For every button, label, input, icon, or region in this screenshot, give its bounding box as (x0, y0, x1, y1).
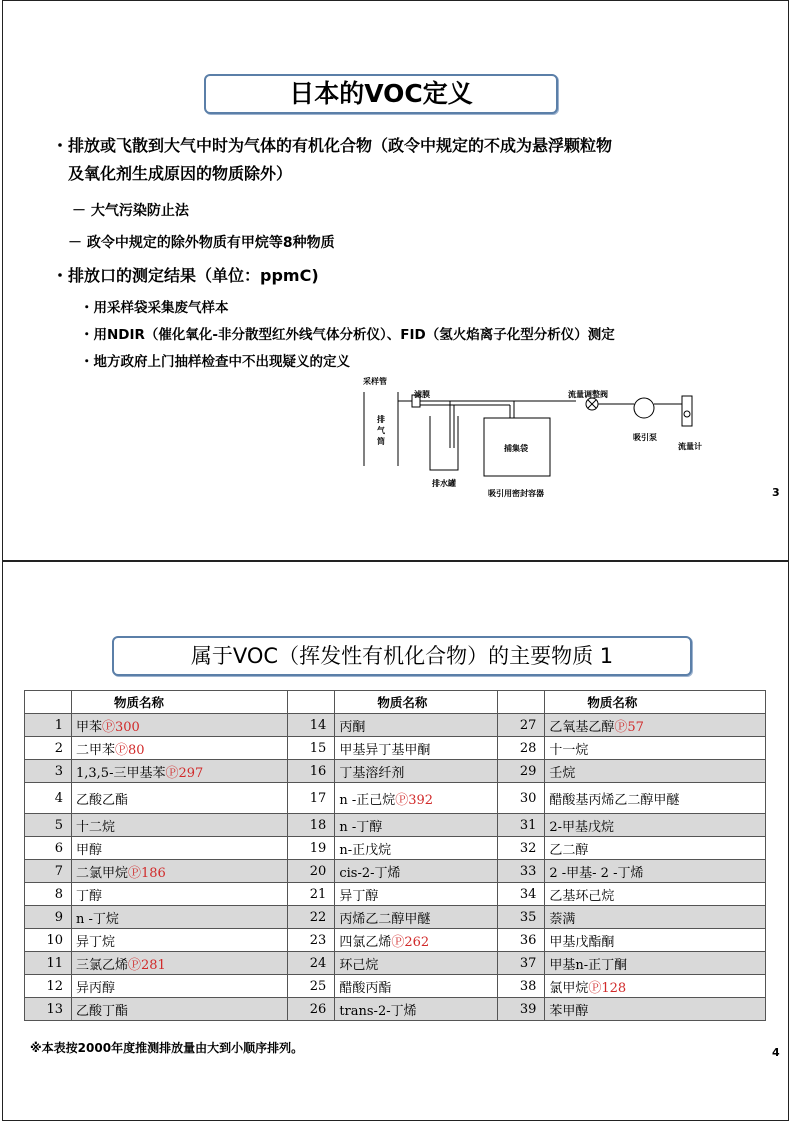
substance-name: 十一烷 (549, 742, 589, 758)
substance-name-cell (335, 883, 498, 906)
substance-number: 31 (498, 814, 545, 837)
substance-number: 35 (498, 906, 545, 929)
substance-number: 20 (288, 860, 335, 883)
substance-number: 3 (25, 760, 72, 783)
substance-name: 乙基环己烷 (549, 888, 615, 904)
prtr-number: Ⓟ297 (165, 765, 204, 781)
table-row (25, 737, 766, 760)
substance-name: 丙烯乙二醇甲醚 (339, 911, 431, 927)
bullet-voc-definition: ・排放或飞散到大气中时为气体的有机化合物（政令中规定的不成为悬浮颗粒物 (52, 136, 613, 155)
table-row (25, 952, 766, 975)
substance-name: 乙氧基乙醇 (549, 719, 615, 735)
substance-number: 18 (288, 814, 335, 837)
substance-number: 2 (25, 737, 72, 760)
label-sealed-container: 吸引用密封容器 (488, 489, 544, 498)
substance-number: 25 (288, 975, 335, 998)
sub-ndir-fid: ・用NDIR（催化氧化-非分散型红外线气体分析仪）、FID（氢火焰离子化型分析仪）测定 (80, 327, 615, 343)
bullet-measurement-result: ・排放口的测定结果（单位：ppmC) (52, 266, 319, 285)
substance-name: 甲苯 (76, 719, 103, 735)
substance-number: 37 (498, 952, 545, 975)
substance-number: 4 (25, 783, 72, 814)
substance-name: 苯甲醇 (549, 1003, 589, 1019)
page-number: 3 (772, 486, 780, 499)
table-row (25, 998, 766, 1021)
substance-number: 21 (288, 883, 335, 906)
substance-name: 甲基n-正丁酮 (549, 957, 628, 973)
table-row (25, 837, 766, 860)
table-row (25, 783, 766, 814)
substance-name: 1,3,5-三甲基苯 (76, 765, 166, 781)
substance-number: 34 (498, 883, 545, 906)
substance-name-cell (335, 814, 498, 837)
substance-name-cell (545, 906, 766, 929)
table-footnote: ※本表按2000年度推测排放量由大到小顺序排列。 (30, 1041, 304, 1055)
substance-name: cis-2-丁烯 (339, 865, 401, 881)
substance-name-cell (545, 929, 766, 952)
substance-number: 29 (498, 760, 545, 783)
label-exhaust-pipe: 排气筒 (377, 415, 385, 446)
table-header-row (25, 691, 766, 714)
substance-number: 12 (25, 975, 72, 998)
substance-number: 6 (25, 837, 72, 860)
substance-name-cell (335, 906, 498, 929)
prtr-number: Ⓟ186 (128, 865, 166, 881)
substance-name-cell (72, 814, 288, 837)
substance-number: 9 (25, 906, 72, 929)
substance-number: 1 (25, 714, 72, 737)
prtr-number: Ⓟ128 (588, 980, 627, 996)
substance-name-cell (335, 714, 498, 737)
substance-number: 14 (288, 714, 335, 737)
table-row (25, 714, 766, 737)
table-row (25, 883, 766, 906)
substance-name-cell (545, 714, 766, 737)
substance-name-cell (72, 883, 288, 906)
sampling-apparatus-diagram (350, 378, 730, 500)
prtr-number: Ⓟ57 (614, 719, 644, 735)
substance-name-cell (335, 975, 498, 998)
substance-name: 2-甲基戊烷 (549, 819, 615, 835)
substance-name-cell (545, 837, 766, 860)
substance-number: 36 (498, 929, 545, 952)
substance-name-cell (72, 860, 288, 883)
substance-name-cell (72, 714, 288, 737)
substance-name: 四氯乙烯 (339, 934, 392, 950)
substance-name: 环己烷 (339, 957, 379, 973)
sub-air-pollution-law: － 大气污染防止法 (72, 203, 189, 219)
bullet-voc-definition-cont: 及氧化剂生成原因的物质除外） (68, 164, 293, 183)
substance-number: 27 (498, 714, 545, 737)
substance-name-cell (72, 975, 288, 998)
label-flowmeter: 流量计 (678, 442, 702, 451)
substance-name: 异丁醇 (339, 888, 379, 904)
prtr-number: Ⓟ281 (128, 957, 166, 973)
substance-name-cell (545, 737, 766, 760)
substance-number: 10 (25, 929, 72, 952)
substance-number: 19 (288, 837, 335, 860)
substance-name-cell (545, 783, 766, 814)
substance-name-cell (335, 737, 498, 760)
substance-number: 33 (498, 860, 545, 883)
substance-number: 17 (288, 783, 335, 814)
substance-name-cell (545, 760, 766, 783)
substance-name: n -正己烷 (339, 792, 396, 808)
substance-name-cell (545, 975, 766, 998)
substance-name-cell (72, 760, 288, 783)
substance-name: 2 -甲基- 2 -丁烯 (549, 865, 644, 881)
slide-title: 日本的VOC定义 (204, 74, 558, 114)
substance-name: trans-2-丁烯 (339, 1003, 417, 1019)
sub-excluded-substances: － 政令中规定的除外物质有甲烷等8种物质 (68, 235, 335, 251)
substance-name: 甲基异丁基甲酮 (339, 742, 431, 758)
substance-name: 甲基戊酯酮 (549, 934, 615, 950)
substance-number: 16 (288, 760, 335, 783)
substance-name-cell (72, 952, 288, 975)
substance-number: 23 (288, 929, 335, 952)
table-row (25, 760, 766, 783)
substance-name: 醋酸基丙烯乙二醇甲醚 (549, 792, 680, 808)
substance-name-cell (545, 814, 766, 837)
label-suction-pump: 吸引泵 (633, 433, 657, 442)
sub-sampling-bag: ・用采样袋采集废气样本 (80, 300, 229, 316)
substance-number: 7 (25, 860, 72, 883)
substance-number: 5 (25, 814, 72, 837)
substance-name-cell (335, 929, 498, 952)
substance-name-cell (72, 998, 288, 1021)
slide-title: 属于VOC（挥发性有机化合物）的主要物质 1 (112, 636, 692, 676)
substance-name-cell (545, 860, 766, 883)
substance-name: n-正戊烷 (339, 842, 392, 858)
substance-name-cell (72, 837, 288, 860)
substance-name: n -丁烷 (76, 911, 119, 927)
substance-number: 8 (25, 883, 72, 906)
substance-name-cell (335, 760, 498, 783)
page-number: 4 (772, 1046, 780, 1059)
table-row (25, 975, 766, 998)
prtr-number: Ⓟ392 (395, 792, 434, 808)
substance-name-cell (72, 906, 288, 929)
substance-name: 丙酮 (339, 719, 366, 735)
substance-number: 28 (498, 737, 545, 760)
prtr-number: Ⓟ300 (102, 719, 140, 735)
substance-name: 氯甲烷 (549, 980, 589, 996)
substance-name: 乙酸丁酯 (76, 1003, 129, 1019)
sub-inspection-definition: ・地方政府上门抽样检查中不出现疑义的定义 (80, 354, 350, 370)
substance-name-cell (72, 737, 288, 760)
table-row (25, 860, 766, 883)
voc-substance-table (24, 690, 766, 1021)
substance-number: 26 (288, 998, 335, 1021)
substance-number: 39 (498, 998, 545, 1021)
substance-number: 22 (288, 906, 335, 929)
substance-number: 15 (288, 737, 335, 760)
substance-name-cell (72, 929, 288, 952)
substance-name: 三氯乙烯 (76, 957, 129, 973)
label-sampling-pipe: 采样管 (363, 377, 387, 386)
substance-name: 萘满 (549, 911, 576, 927)
substance-name: n -丁醇 (339, 819, 383, 835)
label-drain-bottle: 排水罐 (432, 479, 456, 488)
substance-name-cell (72, 783, 288, 814)
column-header-substance-name: 物质名称 (335, 691, 498, 714)
table-row (25, 814, 766, 837)
substance-name: 异丁烷 (76, 934, 116, 950)
substance-name-cell (335, 998, 498, 1021)
substance-number: 30 (498, 783, 545, 814)
label-collection-bag: 捕集袋 (504, 444, 528, 453)
substance-name-cell (545, 952, 766, 975)
substance-name: 二甲苯 (76, 742, 116, 758)
table-row (25, 929, 766, 952)
substance-name: 丁醇 (76, 888, 103, 904)
substance-name: 醋酸丙酯 (339, 980, 392, 996)
substance-number: 13 (25, 998, 72, 1021)
table-row (25, 906, 766, 929)
substance-number: 32 (498, 837, 545, 860)
substance-number: 24 (288, 952, 335, 975)
substance-name-cell (335, 837, 498, 860)
column-header-substance-name: 物质名称 (72, 691, 288, 714)
substance-name: 二氯甲烷 (76, 865, 129, 881)
prtr-number: Ⓟ80 (115, 742, 145, 758)
prtr-number: Ⓟ262 (391, 934, 430, 950)
substance-name-cell (335, 783, 498, 814)
substance-name: 乙二醇 (549, 842, 589, 858)
substance-name-cell (545, 883, 766, 906)
label-flow-valve: 流量调整阀 (568, 390, 608, 399)
substance-name-cell (335, 860, 498, 883)
substance-name: 乙酸乙酯 (76, 792, 129, 808)
substance-name-cell (335, 952, 498, 975)
substance-number: 38 (498, 975, 545, 998)
column-header-substance-name: 物质名称 (545, 691, 766, 714)
substance-name: 壬烷 (549, 765, 576, 781)
substance-name: 甲醇 (76, 842, 103, 858)
substance-name: 十二烷 (76, 819, 116, 835)
label-filter: 滤膜 (414, 390, 430, 399)
substance-name: 异丙醇 (76, 980, 116, 996)
substance-name: 丁基溶纤剂 (339, 765, 405, 781)
substance-number: 11 (25, 952, 72, 975)
substance-name-cell (545, 998, 766, 1021)
